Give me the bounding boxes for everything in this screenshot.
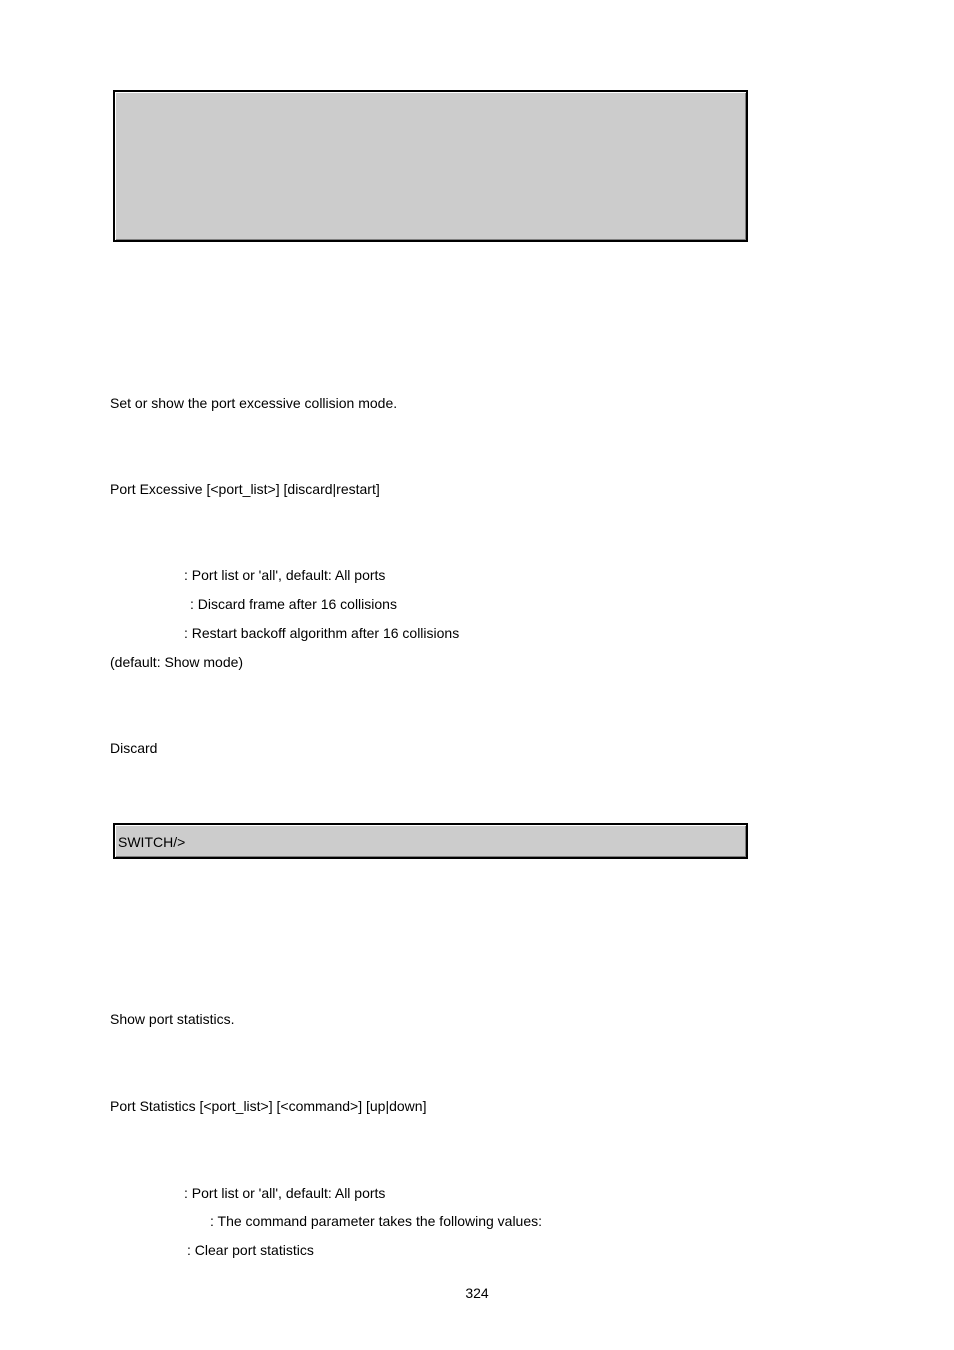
default-value: Discard: [110, 740, 158, 756]
param-port-list: : Port list or 'all', default: All ports: [184, 567, 386, 583]
excessive-syntax: Port Excessive [<port_list>] [discard|restart]: [110, 481, 380, 497]
switch-prompt: SWITCH/>: [118, 834, 186, 850]
statistics-syntax: Port Statistics [<port_list>] [<command>] [up|down]: [110, 1098, 427, 1114]
param-default-note: (default: Show mode): [110, 654, 244, 670]
stats-param-clear: : Clear port statistics: [187, 1242, 314, 1258]
param-restart: : Restart backoff algorithm after 16 collisions: [184, 625, 460, 641]
example-code-box: [113, 90, 748, 242]
example-prompt-box: [113, 823, 748, 859]
stats-param-port-list: : Port list or 'all', default: All ports: [184, 1185, 386, 1201]
stats-param-command: : The command parameter takes the following values:: [210, 1213, 543, 1229]
param-discard: : Discard frame after 16 collisions: [190, 596, 397, 612]
page-number: 324: [465, 1285, 489, 1301]
excessive-description: Set or show the port excessive collision mode.: [110, 395, 398, 411]
statistics-description: Show port statistics.: [110, 1011, 235, 1027]
